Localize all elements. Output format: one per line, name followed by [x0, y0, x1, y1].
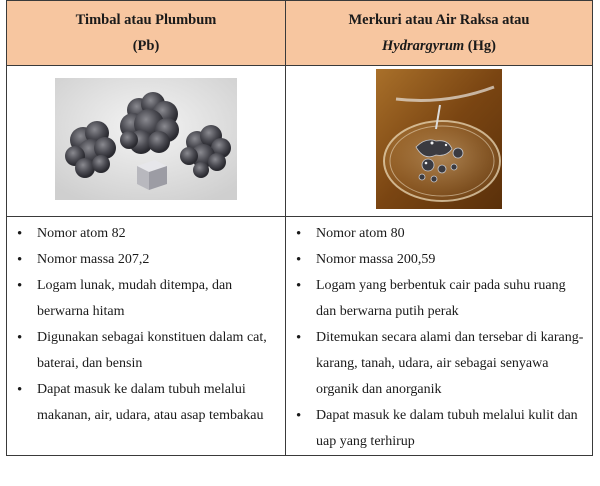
list-item: • Dapat masuk ke dalam tubuh melalui makanan, air, udara, atau asap tembakau — [15, 377, 277, 429]
header-row — [7, 1, 593, 66]
lead-symbol: (Pb) — [132, 38, 160, 54]
list-item: • Nomor atom 82 — [15, 221, 277, 247]
list-item: • Nomor massa 200,59 — [294, 247, 584, 273]
facts-row — [7, 217, 593, 456]
lead-cube — [137, 160, 167, 190]
list-item: • Dapat masuk ke dalam tubuh melalui kulit dan uap yang terhirup — [294, 403, 584, 455]
list-item: • Nomor massa 207,2 — [15, 247, 277, 273]
list-item: • Logam yang berbentuk cair pada suhu ruang dan berwarna putih perak — [294, 273, 584, 325]
comparison-table — [6, 0, 593, 456]
header-cell-lead — [7, 1, 286, 66]
list-item: • Nomor atom 80 — [294, 221, 584, 247]
lead-title: Timbal atau Plumbum — [75, 12, 217, 28]
mercury-facts-list — [286, 217, 592, 455]
lead-facts-list — [7, 217, 285, 429]
mercury-petri-dish-photo — [376, 69, 502, 209]
lead-crystals-photo — [55, 78, 237, 200]
header-cell-mercury — [286, 1, 593, 66]
facts-cell-lead — [7, 217, 286, 456]
image-cell-lead — [7, 66, 286, 217]
mercury-title: Merkuri atau Air Raksa atau — [348, 12, 530, 28]
list-item: • Logam lunak, mudah ditempa, dan berwarna hitam — [15, 273, 277, 325]
mercury-symbol: (Hg) — [464, 38, 496, 54]
image-row — [7, 66, 593, 217]
mercury-subtitle — [286, 33, 592, 59]
comparison-table-wrapper — [6, 0, 592, 478]
mercury-latin-name: Hydrargyrum — [382, 38, 465, 54]
image-cell-mercury — [286, 66, 593, 217]
list-item: • Ditemukan secara alami dan tersebar di karang-karang, tanah, udara, air sebagai senyawa organik dan anorganik — [294, 325, 584, 403]
facts-cell-mercury — [286, 217, 593, 456]
list-item: • Digunakan sebagai konstituen dalam cat, baterai, dan bensin — [15, 325, 277, 377]
